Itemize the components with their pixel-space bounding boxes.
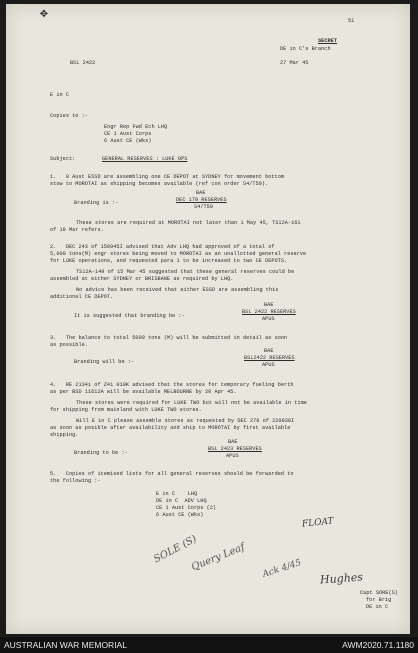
branding2-label: It is suggested that branding be :- (74, 313, 185, 319)
footer-institution: AUSTRALIAN WAR MEMORIAL (4, 640, 127, 650)
para1-line: 1. 8 Aust ESSD are assembling one CE DEPOT at SYDNEY for movement bottom (50, 174, 285, 180)
para1b-line: of 19 Mar refers. (50, 227, 104, 233)
branding4-mid: BSL 2423 RESERVES (208, 446, 262, 452)
signature-office: DE in C (366, 604, 389, 610)
copy-recipient: CE 1 Aust Corps (104, 131, 152, 137)
para3-line: 3. The balance to total 5000 tons (M) will be submitted in detail as soon (50, 335, 288, 341)
copy-recipient: Engr Rep Fwd Ech LHQ (104, 124, 168, 130)
branding3-top: BAE (264, 348, 274, 354)
para4c-line: shipping. (50, 432, 79, 438)
handwritten-signature: Hughes (319, 570, 364, 587)
para4-line: as per BSD 11612A will be available MELBOURNE by 20 Apr 45. (50, 389, 237, 395)
para4c-line: Will E in C please assemble stores as requested by DEC 278 of 220930I (76, 418, 295, 424)
page-number: 51 (348, 18, 355, 24)
reference: BSL 2422 (70, 60, 96, 66)
branding1-mid: DEC 179 RESERVES (176, 197, 227, 203)
copies-label: Copies to :- (50, 113, 88, 119)
para2b-line: TS12A-149 of 15 Mar 45 suggested that these general reserves could be (76, 269, 295, 275)
branding1-bot: S4/T50 (194, 204, 213, 210)
para3-line: as possible. (50, 342, 88, 348)
para2c-line: No advice has been received that either ESSD are assembling this (76, 287, 279, 293)
branding3-label: Branding will be :- (74, 359, 135, 365)
branding2-mid: BSL 2422 RESERVES (242, 309, 296, 315)
handwritten-note: SOLE (S) (152, 533, 199, 566)
pin-mark: ✥ (40, 6, 48, 21)
branding1-label: Branding is :- (74, 200, 119, 206)
para1-line: stow to MOROTAI as shipping becomes available (ref con order S4/T50). (50, 181, 269, 187)
document-page (6, 4, 410, 634)
handwritten-float: FLOAT (301, 516, 335, 530)
branding3-mid: BSL2422 RESERVES (244, 355, 295, 361)
distribution-item: E in C LHQ (156, 491, 198, 497)
para2-line: 5,000 tons(M) engr stores being moved to MOROTAI as an unallotted general reserve (50, 251, 307, 257)
handwritten-note: Query Leaf (189, 541, 247, 574)
branding1-top: BAE (196, 190, 206, 196)
branding4-top: BAE (228, 439, 238, 445)
para2-line: 2. DEC 243 of 150945I advised that Adv LHQ had approved of a total of (50, 244, 275, 250)
distribution-item: 6 Aust CE (Wks) (156, 512, 204, 518)
branding4-bot: APUS (226, 453, 239, 459)
branding2-bot: APUS (262, 316, 275, 322)
para2b-line: assembled at either SYDNEY or BRISBANE as required by LHQ. (50, 276, 234, 282)
subject: GENERAL RESERVES : LUKE OPS (102, 156, 188, 162)
branding3-bot: APUS (262, 362, 275, 368)
subject-label: Subject: (50, 156, 76, 162)
para4b-line: These stores were required for LUKE TWO but will not be available in time (76, 400, 307, 406)
para2-line: for LUKE operations, and requested para 1 to be increased to two CE DEPOTS. (50, 258, 288, 264)
classification: SECRET (318, 38, 337, 44)
footer-bar (0, 637, 418, 653)
para2c-line: additional CE DEPOT. (50, 294, 114, 300)
branding2-top: BAE (264, 302, 274, 308)
footer-reference: AWM2020.71.1180 (342, 640, 414, 650)
para5-line: the following :- (50, 478, 101, 484)
date: 27 Mar 45 (280, 60, 309, 66)
para1b-line: These stores are required at MOROTAI not later than 1 May 45, TS12A-161 (76, 220, 301, 226)
distribution-item: DE in C ADV LHQ (156, 498, 207, 504)
para4b-line: for shipping from mainland with LUKE TWO stores. (50, 407, 202, 413)
para4c-line: as soon as posible after availability and ship to MOROTAI by first available (50, 425, 291, 431)
signature-for: for Brig (366, 597, 392, 603)
para4-line: 4. RE 21341 of Z41 010K advised that the stores for temporary fueling berth (50, 382, 294, 388)
branding4-label: Branding to be :- (74, 450, 128, 456)
para5-line: 5. Copies of itemised lists for all general reserves should be forwarded to (50, 471, 294, 477)
copy-recipient: 6 Aust CE (Wks) (104, 138, 152, 144)
distribution-item: CE 1 Aust Corps (2) (156, 505, 217, 511)
from-office: DE in C's Branch (280, 46, 331, 52)
addressee: E in C (50, 92, 69, 98)
signature-rank: Capt SORE(S) (360, 590, 398, 596)
handwritten-note: Ack 4/45 (261, 558, 303, 580)
